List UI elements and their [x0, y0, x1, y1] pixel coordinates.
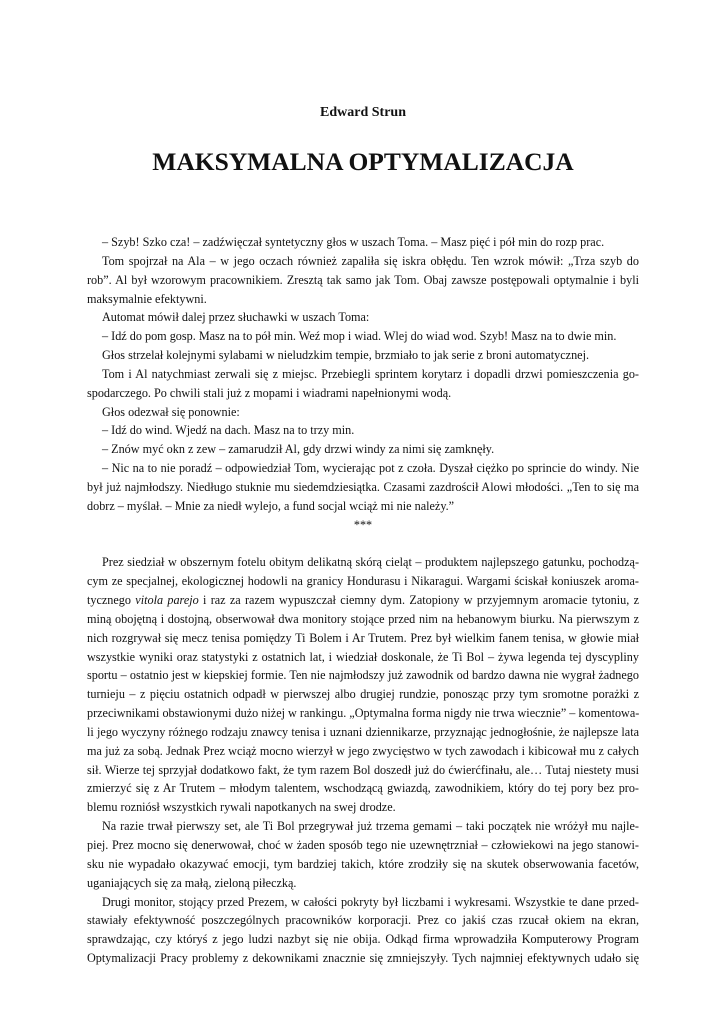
text-line: sku nie wypadało okazywać emocji, tym bardziej takich, które zrodziły się na skutek obserwowania facetów,	[87, 856, 639, 871]
text-line: Głos odezwał się ponownie:	[102, 404, 240, 419]
text-line: uganiających się za małą, zieloną piłeczką.	[87, 875, 297, 890]
text-line: Tom i Al natychmiast zerwali się z miejsc. Przebiegli sprintem korytarz i dopadli drzwi pomieszczenia go-	[102, 366, 639, 381]
story-body	[87, 233, 639, 968]
text-line: spodarczego. Po chwili stali już z mopami i wiadrami napełnionymi wodą.	[87, 385, 452, 400]
text-line: – Szyb! Szko cza! – zadźwięczał syntetyczny głos w uszach Toma. – Masz pięć i pół min do rozp prac.	[102, 235, 605, 249]
text-line: li jego wyczyny różnego rodzaju znawcy tenisa i uznani dziennikarze, przyznając jednogłośnie, że najlepsze lata	[87, 724, 639, 739]
text-line: przeciwnikami obstawionymi dużo niżej w rankingu. „Optymalna forma nigdy nie trwa wiecznie” – komentowa-	[87, 706, 639, 721]
text-line: wszystkie wyniki oraz statystyki z ostatnich lat, i wiedział doskonale, że Ti Bol – żywa legenda tej dyscypliny	[87, 649, 639, 664]
text-line: sportu – ostatnio jest w kiepskiej formie. Ten nie najmłodszy już zawodnik od bardzo dawna nie wygrał żadnego	[87, 668, 639, 683]
text-line: był już najmłodszy. Niedługo stuknie mu siedemdziesiątka. Czasami zazdrościł Alowi młodości. „Ten to się ma	[87, 479, 639, 494]
text-line: Na razie trwał pierwszy set, ale Ti Bol przegrywał już trzema gemami – taki początek nie wróżył mu najle-	[102, 819, 639, 834]
text-line: – Idź do pom gosp. Masz na to pół min. Weź mop i wiad. Wlej do wiad wod. Szyb! Masz na to dwie min.	[102, 329, 617, 344]
text-line: ma już za sobą. Jednak Prez wciąż mocno wierzył w jego zwycięstwo w tych zawodach i kibicował mu z całych	[87, 743, 639, 758]
text-line: Głos strzelał kolejnymi sylabami w nieludzkim tempie, brzmiało to jak serie z broni automatycznej.	[102, 348, 590, 363]
text-line: stawiały efektywność poszczególnych pracowników korporacji. Prez co jakiś czas rzucał okiem na ekran,	[87, 913, 639, 928]
text-line: sprawdzając, czy któryś z jego ludzi nazbyt się nie obija. Odkąd firma wprowadziła Komputerowy Program	[87, 932, 639, 947]
text-line: turnieju – z pięciu ostatnich odpadł w pierwszej albo drugiej rundzie, ponosząc przy tym sromotne porażki z	[87, 687, 639, 702]
text-line: miną obojętną i dostojną, obserwował dwa monitory stojące przed nim na hebanowym biurku. Na pierwszym z	[87, 611, 639, 626]
text-line: Optymalizacji Pracy problemy z dekownikami znacznie się zmniejszyły. Tych najmniej efektywnych udało się	[87, 951, 639, 966]
text-line: – Idź do wind. Wjedź na dach. Masz na to trzy min.	[102, 423, 355, 438]
text-line: sił. Wierze tej sprzyjał dodatkowo fakt, że tym razem Bol doszedł już do ćwierćfinału, ale… Tutaj niestety musi	[87, 762, 639, 777]
text-line: nich rozgrywał się mecz tenisa pomiędzy Ti Bolem i Ar Trutem. Prez był wielkim fanem tenisa, w głowie miał	[87, 630, 639, 645]
story-title: MAKSYMALNA OPTYMALIZACJA	[152, 147, 574, 176]
text-line: zmierzyć się z Ar Trutem – młodym talentem, wschodzącą gwiazdą, zawodnikiem, który do tej pory bez pro-	[87, 781, 639, 796]
blank-line	[87, 535, 639, 554]
text-line: – Znów myć okn z zew – zamarudził Al, gdy drzwi windy za nimi się zamknęły.	[102, 442, 495, 457]
author-name: Edward Strun	[320, 105, 406, 120]
italic-term: vitola parejo	[135, 593, 199, 608]
text-line: tycznego vitola parejo i raz za razem wypuszczał ciemny dym. Zatopiony w przyjemnym aromacie tytoniu, z	[87, 593, 639, 608]
text-line: Automat mówił dalej przez słuchawki w uszach Toma:	[102, 310, 370, 325]
text-line: – Nic na to nie poradź – odpowiedział Tom, wycierając pot z czoła. Dyszał ciężko po sprincie do windy. Nie	[102, 461, 639, 476]
text-line: blemu rozniósł wszystkich rywali napotkanych na swej drodze.	[87, 800, 396, 815]
text-line: Drugi monitor, stojący przed Prezem, w całości pokryty był liczbami i wykresami. Wszystkie te dane przed-	[102, 894, 639, 909]
text-line: rob”. Al był wzorowym pracownikiem. Zresztą tak samo jak Tom. Obaj zawsze postępowali optymalnie i byli	[87, 272, 639, 287]
text-line: Prez siedział w obszernym fotelu obitym delikatną skórą cieląt – produktem najlepszego gatunku, pochodzą-	[102, 555, 639, 570]
text-line: maksymalnie efektywni.	[87, 291, 207, 306]
text-line: dobrz – myślał. – Mnie za niedł wylejo, a fund socjal wciąż mi nie należy.”	[87, 498, 455, 513]
text-line: piej. Prez mocno się denerwował, choć w żaden sposób tego nie uzewnętrzniał – człowiekowi na jego stanowi-	[87, 838, 639, 852]
section-separator: ***	[353, 517, 373, 532]
text-line: Tom spojrzał na Ala – w jego oczach również zapaliła się iskra obłędu. Ten wzrok mówił: „Trza szyb do	[102, 253, 639, 268]
text-line: cym ze specjalnej, ekologicznej hodowli na granicy Hondurasu i Nikaragui. Wargami ściskał koniuszek aroma-	[87, 574, 639, 589]
